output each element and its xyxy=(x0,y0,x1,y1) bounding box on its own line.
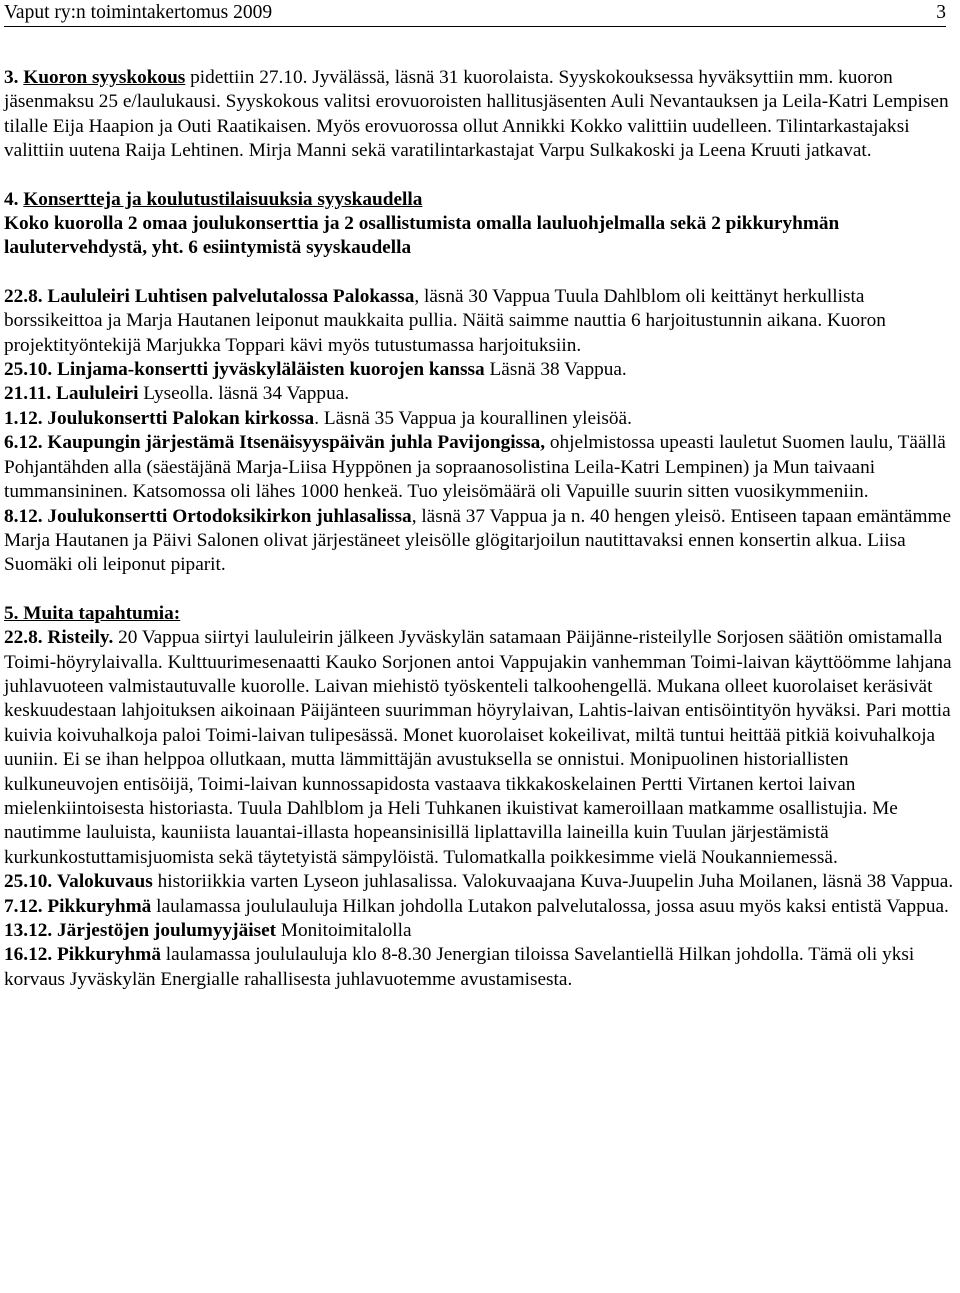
event-text: , läsnä 30 Vappua Tuula Dahlblom oli keittänyt herkullista borssikeittoa ja Marja Hautanen leiponut maukkaita pullia. Näitä saimme nauttia 6 harjoitustunnin aikana. Kuoron projektityöntekijä Marjukka Toppari kävi myös tutustumassa harjoituksiin. xyxy=(4,285,886,356)
section-3-paragraph xyxy=(4,66,954,164)
section-4-number: 4. xyxy=(4,188,19,210)
event-title: Risteily. xyxy=(47,627,114,649)
event-item xyxy=(4,895,954,919)
event-item xyxy=(4,382,954,406)
section-4-heading-line xyxy=(4,188,954,212)
section-4-summary-text: Koko kuorolla 2 omaa joulukonserttia ja 2 osallistumista omalla lauluohjelmalla sekä 2 pikkuryhmän laulutervehdystä, yht. 6 esiintymistä syyskaudella xyxy=(4,213,840,259)
event-title: Valokuvaus xyxy=(57,871,153,893)
event-title: Linjama-konsertti jyväskyläläisten kuorojen kanssa xyxy=(57,359,485,381)
event-text: Monitoimitalolla xyxy=(276,920,412,941)
event-text: ohjelmistossa upeasti lauletut Suomen laulu, Täällä Pohjantähden alla (säestäjänä Marja-Liisa Hyppönen ja sopraanosolistina Leila-Katri Lempinen) ja Mun taivaani tummansininen. Katsomossa oli lähes 1000 henkeä. Tuo yleisömäärä oli Vapuille suurin sitten vuosikymmeniin. xyxy=(4,432,946,503)
event-date: 6.12. xyxy=(4,432,43,454)
event-text: laulamassa joululauluja klo 8-8.30 Jenergian tiloissa Savelantiellä Hilkan johdolla. Tämä oli yksi korvaus Jyväskylän Energialle rahallisesta juhlavuotemme avustamisesta. xyxy=(4,944,915,990)
event-item xyxy=(4,505,954,578)
section-3-number: 3. xyxy=(4,67,19,88)
event-date: 8.12. xyxy=(4,505,43,527)
event-item xyxy=(4,870,954,894)
document-body xyxy=(4,66,954,992)
event-text: , läsnä 37 Vappua ja n. 40 hengen yleisö. Entiseen tapaan emäntämme Marja Hautanen ja Päivi Salonen olivat järjestäneet yleisölle glögitarjoilun nautittavaksi ennen konsertin alkua. Liisa Suomäki oli leiponut piparit. xyxy=(4,505,952,576)
event-item xyxy=(4,285,954,358)
event-date: 13.12. xyxy=(4,920,53,941)
section-4-summary xyxy=(4,212,954,261)
event-title: Joulukonsertti Palokan kirkossa xyxy=(47,407,315,429)
event-item xyxy=(4,431,954,504)
event-item xyxy=(4,358,954,382)
event-date: 25.10. xyxy=(4,871,53,893)
section-4-heading: Konsertteja ja koulutustilaisuuksia syyskaudella xyxy=(23,188,423,210)
event-text: 20 Vappua siirtyi laululeirin jälkeen Jyväskylän satamaan Päijänne-risteilylle Sorjosen säätiön omistamalla Toimi-höyrylaivalla. Kulttuurimesenaatti Kauko Sorjonen antoi Vappujakin vanhemman Toimi-laivan käyttöömme lahjana juhlavuoteen valmistautuvalle kuorolle. Laivan miehistö työskenteli talkoohengellä. Mukana olleet kuorolaiset keräsivät keskuudestaan lahjoituksen aikoinaan Päijänteen suurimman höyrylaivan, Lahtis-laivan entisöintityön hyväksi. Pari mottia kuivia koivuhalkoja paloi Toimi-laivan tulipesässä. Monet kuorolaiset kokeilivat, miltä tuntui heittää pitkiä koivuhalkoja uuniin. Ei se ihan helppoa ollutkaan, mutta lämmittäjän avustuksella se onnistui. Monipuolinen historiallisten kulkuneuvojen entisöijä, Toimi-laivan kunnossapidosta vastaava tikkakoskelainen Pertti Virtanen kertoi laivan mielenkiintoisesta historiasta. Tuula Dahlblom ja Heli Tuhkanen ikuistivat kameroillaan matkamme osallistujia. Me nautimme lauluista, kauniista lauantai-illasta hopeansinisillä liplattavilla laineilla kuin Tuulan järjestämistä kurkunkostuttamisjuomista sekä täytetyistä sämpylöistä. Tulomatkalla poikkesimme vielä Noukanniemessä. xyxy=(4,627,952,868)
event-text: Lyseolla. läsnä 34 Vappua. xyxy=(138,383,350,405)
event-text: laulamassa joululauluja Hilkan johdolla Lutakon palvelutalossa, jossa asuu myös kaksi entistä Vappua. xyxy=(151,895,949,917)
event-date: 21.11. xyxy=(4,383,52,405)
page-number: 3 xyxy=(936,2,946,23)
event-date: 16.12. xyxy=(4,944,53,966)
event-title: Järjestöjen joulumyyjäiset xyxy=(57,920,277,941)
event-text: historiikkia varten Lyseon juhlasalissa. Valokuvaajana Kuva-Juupelin Juha Moilanen, läsnä 38 Vappua. xyxy=(152,871,954,893)
event-date: 22.8. xyxy=(4,627,43,649)
event-title: Pikkuryhmä xyxy=(57,944,161,966)
page-header xyxy=(4,0,946,27)
event-item xyxy=(4,407,954,431)
section-3-text: pidettiin 27.10. Jyvälässä, läsnä 31 kuorolaista. Syyskokouksessa hyväksyttiin mm. kuoron jäsenmaksu 25 e/laulukausi. Syyskokous valitsi erovuoroisten hallitusjäsenten Auli Nevantauksen ja Leila-Katri Lempisen tilalle Eija Haapion ja Outi Raatikaisen. Myös erovuorossa ollut Annikki Kokko valittiin uudelleen. Tilintarkastajaksi valittiin uutena Raija Lehtinen. Mirja Manni sekä varatilintarkastajat Varpu Sulkakoski ja Leena Kruuti jatkavat. xyxy=(4,67,949,162)
section-3-heading: Kuoron syyskokous xyxy=(23,67,186,88)
event-item xyxy=(4,919,954,943)
event-date: 7.12. xyxy=(4,895,43,917)
event-date: 1.12. xyxy=(4,407,43,429)
section-5-heading-line xyxy=(4,602,954,626)
event-title: Joulukonsertti Ortodoksikirkon juhlasalissa xyxy=(47,505,412,527)
event-title: Kaupungin järjestämä Itsenäisyyspäivän juhla Pavijongissa, xyxy=(47,432,546,454)
event-date: 22.8. xyxy=(4,285,43,307)
section-5-heading: 5. Muita tapahtumia: xyxy=(4,602,181,624)
event-text: Läsnä 38 Vappua. xyxy=(484,359,627,381)
event-item xyxy=(4,626,954,870)
document-title: Vaput ry:n toimintakertomus 2009 xyxy=(4,2,273,23)
event-item xyxy=(4,943,954,992)
event-title: Pikkuryhmä xyxy=(47,895,152,917)
event-title: Laululeiri Luhtisen palvelutalossa Palokassa xyxy=(47,285,415,307)
event-date: 25.10. xyxy=(4,359,53,381)
event-title: Laululeiri xyxy=(55,383,139,405)
event-text: . Läsnä 35 Vappua ja kourallinen yleisöä. xyxy=(314,407,632,429)
